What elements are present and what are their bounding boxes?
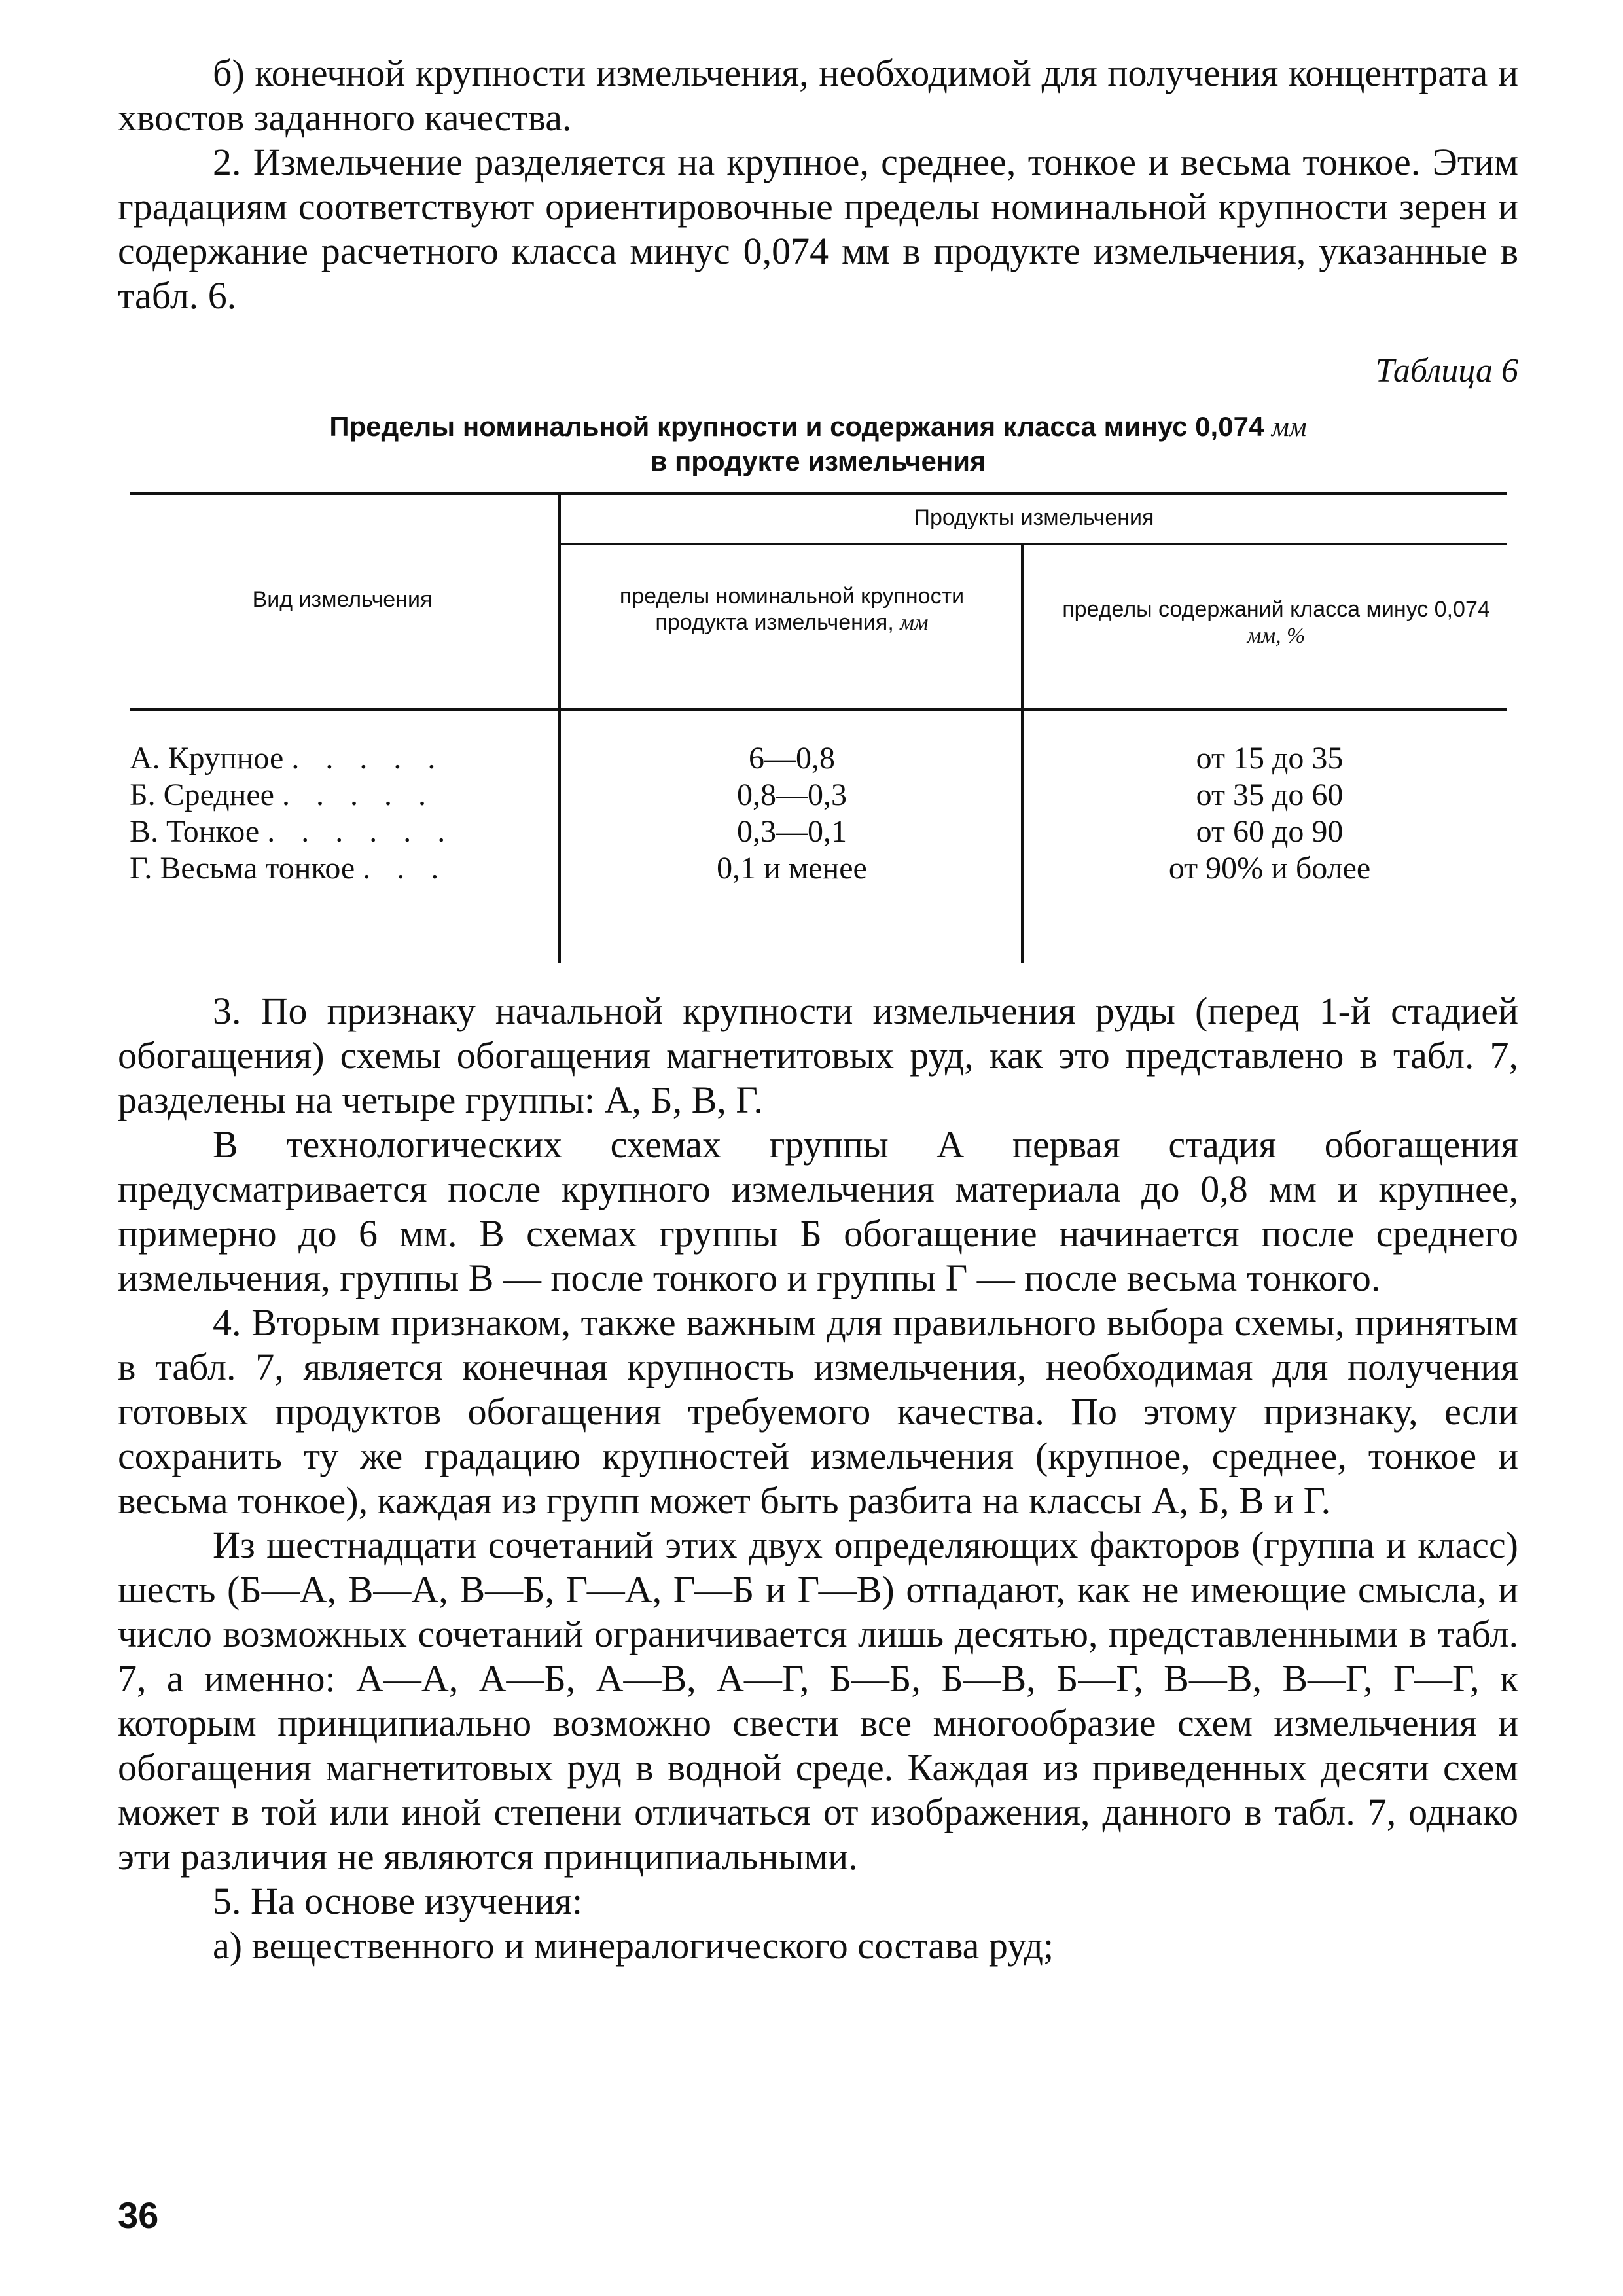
- row-a-dots: . . . . .: [291, 741, 445, 776]
- row-a-content: от 15 до 35: [1196, 741, 1344, 776]
- row-g-name: Г. Весьма тонкое: [130, 851, 355, 886]
- table-top-rule: [130, 492, 1507, 495]
- table-title-unit: мм: [1271, 412, 1307, 442]
- table-title: [118, 410, 1518, 478]
- table-vline-1: [558, 492, 561, 963]
- header-size-unit: мм: [900, 611, 929, 635]
- row-g-size: 0,1 и менее: [717, 851, 867, 886]
- header-content: [1047, 596, 1505, 649]
- row-v-dots: . . . . . .: [267, 814, 455, 849]
- row-label-a: [130, 740, 575, 777]
- paragraph-6: Из шестнадцати сочетаний этих двух определяющих факторов (группа и класс) шесть (Б—А, В—А, В—Б, Г—А, Г—Б и Г—В) отпадают, как не имеющие смысла, и число возможных сочетаний ограничивается лишь десятью, представленными в табл. 7, а именно: А—А, А—Б, А—В, А—Г, Б—Б, Б—В, Б—Г, В—В, В—Г, Г—Г, к которым принципиально возможно свести все многообразие схем измельчения и обогащения магнетитовых руд в водной среде. Каждая из приведенных десяти схем может в той или иной степени отличаться от изображения, данного в табл. 7, однако эти различия не являются принципиальными.: [118, 1524, 1518, 1878]
- paragraph-4: В технологических схемах группы А первая стадия обогащения предусматривается после крупного измельчения материала до 0,8 мм и крупнее, примерно до 6 мм. В схемах группы Б обогащение начинается после среднего измельчения, группы В — после тонкого и группы Г — после весьма тонкого.: [118, 1123, 1518, 1299]
- row-label-g: [130, 850, 575, 887]
- header-size-text: пределы номинальной крупности продукта измельчения,: [619, 584, 965, 635]
- table-title-line1: Пределы номинальной крупности и содержания класса минус 0,074: [329, 411, 1264, 442]
- header-content-unit: мм, %: [1247, 624, 1306, 648]
- row-a-name: А. Крупное: [130, 741, 284, 776]
- row-b-content: от 35 до 60: [1196, 778, 1344, 812]
- header-products: Продукты измельчения: [914, 505, 1154, 530]
- table-label: Таблица 6: [1375, 352, 1518, 389]
- table-group-rule: [560, 543, 1507, 545]
- row-v-content: от 60 до 90: [1196, 814, 1344, 849]
- row-label-b: [130, 777, 575, 814]
- page-number: 36: [118, 2195, 159, 2236]
- paragraph-3: 3. По признаку начальной крупности измельчения руды (перед 1-й стадией обогащения) схемы обогащения магнетитовых руд, как это представлено в табл. 7, разделены на четыре группы: А, Б, В, Г.: [118, 990, 1518, 1121]
- row-g-dots: . . .: [363, 851, 448, 886]
- paragraph-8: а) вещественного и минералогического состава руд;: [213, 1924, 1054, 1967]
- table-6: [118, 492, 1518, 963]
- row-b-name: Б. Среднее: [130, 778, 274, 812]
- row-g-content: от 90% и более: [1168, 851, 1371, 886]
- row-b-dots: . . . . .: [281, 778, 435, 812]
- paragraph-5: 4. Вторым признаком, также важным для правильного выбора схемы, принятым в табл. 7, является конечная крупность измельчения, необходимая для получения готовых продуктов обогащения требуемого качества. По этому признаку, если сохранить ту же градацию крупностей измельчения (крупное, среднее, тонкое и весьма тонкое), каждая из групп может быть разбита на классы А, Б, В и Г.: [118, 1301, 1518, 1522]
- header-content-text: пределы содержаний класса минус 0,074: [1062, 597, 1490, 622]
- row-v-name: В. Тонкое: [130, 814, 260, 849]
- row-b-size: 0,8—0,3: [737, 778, 847, 812]
- row-a-size: 6—0,8: [749, 741, 835, 776]
- paragraph-7: 5. На основе изучения:: [213, 1880, 583, 1922]
- paragraph-2: 2. Измельчение разделяется на крупное, среднее, тонкое и весьма тонкое. Этим градациям соответствуют ориентировочные пределы номинальной крупности зерен и содержание расчетного класса минус 0,074 мм в продукте измельчения, указанные в табл. 6.: [118, 141, 1518, 317]
- row-label-v: [130, 814, 575, 850]
- row-v-size: 0,3—0,1: [737, 814, 847, 849]
- table-vline-2: [1021, 544, 1024, 963]
- header-size: [589, 583, 995, 636]
- paragraph-1: б) конечной крупности измельчения, необходимой для получения концентрата и хвостов заданного качества.: [118, 52, 1518, 139]
- table-title-line2: в продукте измельчения: [650, 446, 986, 476]
- page-content: [118, 51, 1518, 1968]
- table-header-rule: [130, 708, 1507, 711]
- header-kind: Вид измельчения: [252, 587, 433, 612]
